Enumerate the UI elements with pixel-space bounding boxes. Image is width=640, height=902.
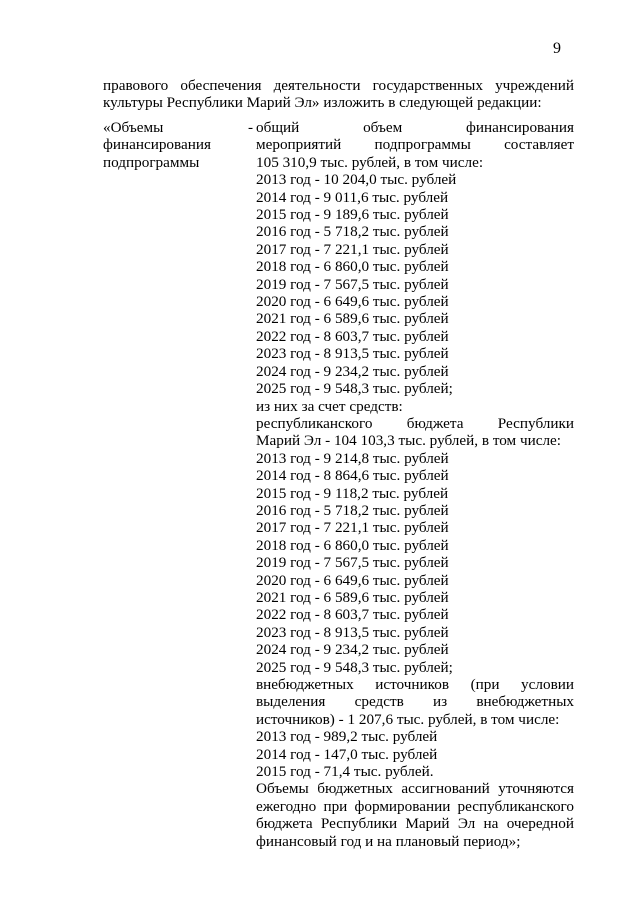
republic-year-item: 2024 год - 9 234,2 тыс. рублей [256, 641, 449, 659]
total-year-item: 2023 год - 8 913,5 тыс. рублей [256, 345, 449, 363]
republic-year-item: 2018 год - 6 860,0 тыс. рублей [256, 536, 449, 554]
republic-year-list [256, 450, 574, 676]
republic-year-item: 2016 год - 5 718,2 тыс. рублей [256, 501, 449, 519]
funding-label-row [103, 119, 253, 136]
republic-year-item: 2015 год - 9 118,2 тыс. рублей [256, 484, 449, 502]
republic-year-item: 2020 год - 6 649,6 тыс. рублей [256, 571, 449, 589]
extrabudget-year-item: 2013 год - 989,2 тыс. рублей [256, 728, 438, 746]
extrabudget-year-item: 2015 год - 71,4 тыс. рублей. [256, 763, 434, 781]
funding-label-line-3: подпрограммы [103, 153, 200, 171]
total-year-item: 2020 год - 6 649,6 тыс. рублей [256, 293, 449, 311]
republic-year-item: 2021 год - 6 589,6 тыс. рублей [256, 588, 449, 606]
total-year-item: 2018 год - 6 860,0 тыс. рублей [256, 258, 449, 276]
total-year-list [256, 171, 574, 397]
total-year-item: 2021 год - 6 589,6 тыс. рублей [256, 310, 449, 328]
note-line-3: бюджета Республики Марий Эл на очередной [256, 815, 574, 833]
total-line-3: 105 310,9 тыс. рублей, в том числе: [256, 153, 484, 171]
note-line-4: финансовый год и на плановый период»; [256, 832, 521, 850]
republic-year-item: 2013 год - 9 214,8 тыс. рублей [256, 449, 449, 467]
republic-year-item: 2019 год - 7 567,5 тыс. рублей [256, 554, 449, 572]
republic-line-2: Марий Эл - 104 103,3 тыс. рублей, в том числе: [256, 432, 562, 450]
republic-line-1: республиканского бюджета Республики [256, 414, 574, 432]
republic-year-item: 2014 год - 8 864,6 тыс. рублей [256, 467, 449, 485]
intro-line-2: культуры Республики Марий Эл» изложить в следующей редакции: [103, 94, 542, 112]
funding-details-column [256, 119, 574, 850]
republic-year-item: 2017 год - 7 221,1 тыс. рублей [256, 519, 449, 537]
total-year-item: 2015 год - 9 189,6 тыс. рублей [256, 206, 449, 224]
intro-line-1: правового обеспечения деятельности государственных учреждений [103, 77, 574, 94]
total-year-item: 2024 год - 9 234,2 тыс. рублей [256, 362, 449, 380]
total-year-item: 2025 год - 9 548,3 тыс. рублей; [256, 380, 453, 398]
extrabudget-year-list [256, 728, 574, 780]
extrabudget-line-3: источников) - 1 207,6 тыс. рублей, в том числе: [256, 710, 560, 728]
funding-label-column [103, 119, 253, 171]
funding-label-line-2: финансирования [103, 136, 211, 154]
total-year-item: 2016 год - 5 718,2 тыс. рублей [256, 223, 449, 241]
extrabudget-line-1: внебюджетных источников (при условии [256, 676, 574, 693]
note-line-1: Объемы бюджетных ассигнований уточняются [256, 780, 574, 798]
total-line-1: общий объем финансирования [256, 119, 574, 136]
total-line-2: мероприятий подпрограммы составляет [256, 136, 574, 154]
funding-label-dash: - [247, 119, 253, 136]
page-number: 9 [553, 40, 561, 57]
republic-year-item: 2023 год - 8 913,5 тыс. рублей [256, 623, 449, 641]
total-year-item: 2022 год - 8 603,7 тыс. рублей [256, 327, 449, 345]
intro-paragraph [103, 77, 574, 112]
funding-label-open: «Объемы [103, 119, 164, 136]
extrabudget-year-item: 2014 год - 147,0 тыс. рублей [256, 745, 438, 763]
note-line-2: ежегодно при формировании республиканского [256, 797, 574, 815]
republic-year-item: 2025 год - 9 548,3 тыс. рублей; [256, 658, 453, 676]
sources-intro: из них за счет средств: [256, 397, 403, 415]
total-year-item: 2017 год - 7 221,1 тыс. рублей [256, 240, 449, 258]
total-year-item: 2013 год - 10 204,0 тыс. рублей [256, 171, 457, 189]
total-year-item: 2019 год - 7 567,5 тыс. рублей [256, 275, 449, 293]
total-year-item: 2014 год - 9 011,6 тыс. рублей [256, 188, 449, 206]
extrabudget-line-2: выделения средств из внебюджетных [256, 693, 574, 711]
republic-year-item: 2022 год - 8 603,7 тыс. рублей [256, 606, 449, 624]
